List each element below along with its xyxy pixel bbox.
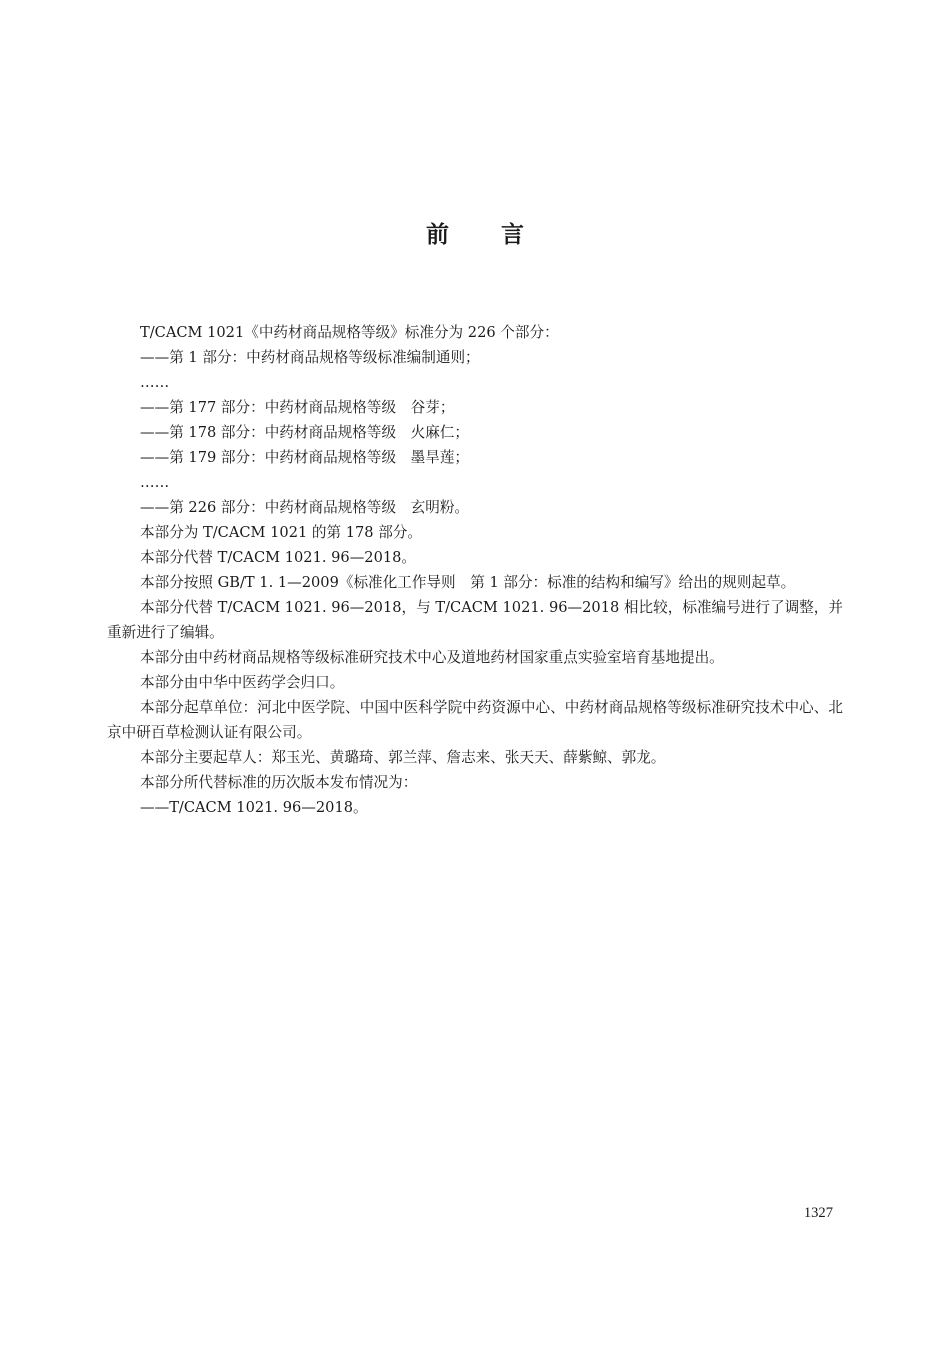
- paragraph: 本部分由中华中医药学会归口。: [140, 674, 345, 691]
- paragraph: 本部分按照 GB/T 1. 1—2009《标准化工作导则 第 1 部分：标准的结构和编写》给出的规则起草。: [140, 574, 796, 591]
- paragraph: 本部分主要起草人：郑玉光、黄璐琦、郭兰萍、詹志来、张天天、薛紫鲸、郭龙。: [140, 749, 666, 766]
- list-item: ——第 178 部分：中药材商品规格等级 火麻仁；: [140, 424, 470, 441]
- ellipsis: ……: [140, 474, 170, 491]
- paragraph: T/CACM 1021《中药材商品规格等级》标准分为 226 个部分：: [140, 324, 559, 341]
- list-item: ——第 1 部分：中药材商品规格等级标准编制通则；: [140, 349, 480, 366]
- paragraph: 本部分代替 T/CACM 1021. 96—2018，与 T/CACM 1021. 96—2018 相比较，标准编号进行了调整，并重新进行了编辑。: [107, 599, 843, 641]
- ellipsis: ……: [140, 374, 170, 391]
- paragraph: 本部分代替 T/CACM 1021. 96—2018。: [140, 549, 417, 566]
- paragraph: 本部分起草单位：河北中医学院、中国中医科学院中药资源中心、中药材商品规格等级标准研究技术中心、北京中研百草检测认证有限公司。: [107, 699, 843, 741]
- list-item: ——T/CACM 1021. 96—2018。: [140, 799, 368, 816]
- list-item: ——第 226 部分：中药材商品规格等级 玄明粉。: [140, 499, 470, 516]
- page-title: 前言: [426, 222, 576, 248]
- foreword-body: [107, 320, 843, 820]
- paragraph: 本部分为 T/CACM 1021 的第 178 部分。: [140, 524, 422, 541]
- page-number: 1327: [803, 1205, 833, 1221]
- list-item: ——第 179 部分：中药材商品规格等级 墨旱莲；: [140, 449, 470, 466]
- list-item: ——第 177 部分：中药材商品规格等级 谷芽；: [140, 399, 455, 416]
- paragraph: 本部分所代替标准的历次版本发布情况为：: [140, 774, 418, 791]
- paragraph: 本部分由中药材商品规格等级标准研究技术中心及道地药材国家重点实验室培育基地提出。: [140, 649, 724, 666]
